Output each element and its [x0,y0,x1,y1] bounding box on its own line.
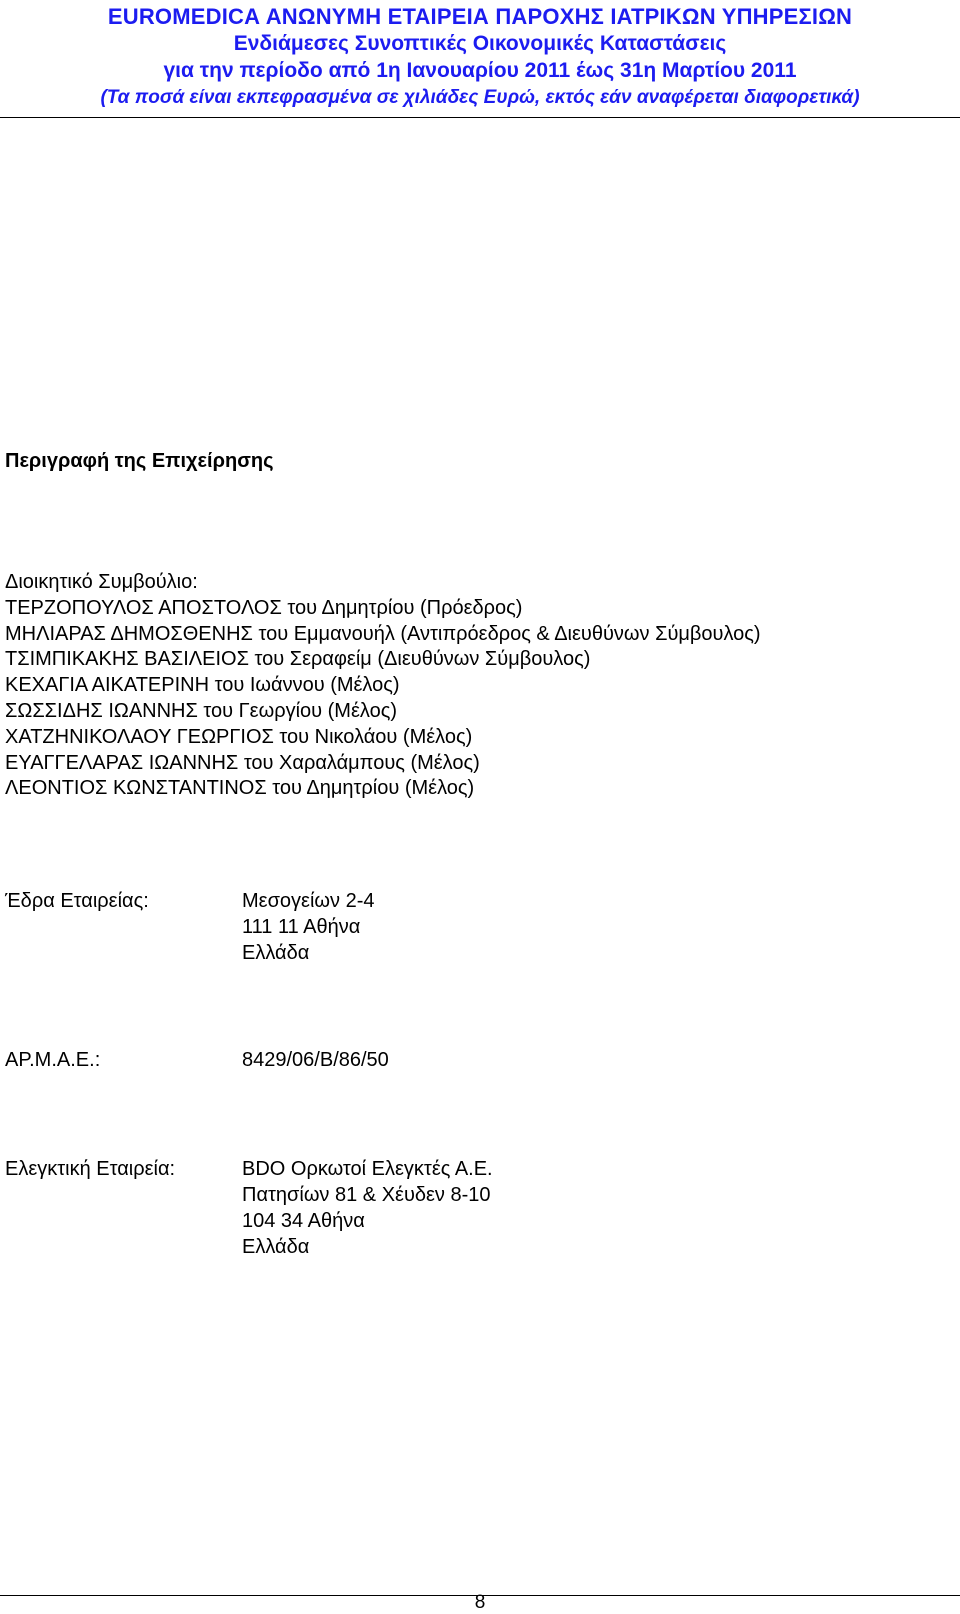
board-member: ΤΣΙΜΠΙΚΑΚΗΣ ΒΑΣΙΛΕΙΟΣ του Σεραφείμ (Διευθύνων Σύμβουλος) [5,648,591,671]
registration-number-label: ΑΡ.Μ.Α.Ε.: [5,1049,101,1071]
section-title: Περιγραφή της Επιχείρησης [5,450,274,472]
address-line: 104 34 Αθήνα [242,1210,365,1232]
company-seat-address [242,888,374,966]
audit-firm-details [242,1156,493,1260]
document-header [0,3,960,111]
board-member: ΣΩΣΣΙΔΗΣ ΙΩΑΝΝΗΣ του Γεωργίου (Μέλος) [5,699,397,722]
currency-note: (Τα ποσά είναι εκπεφρασμένα σε χιλιάδες Ευρώ, εκτός εάν αναφέρεται διαφορετικά) [100,87,860,108]
board-of-directors [5,570,761,802]
address-line: Μεσογείων 2-4 [242,890,375,912]
statements-subtitle: Ενδιάμεσες Συνοπτικές Οικονομικές Καταστάσεις [233,32,727,55]
address-line: Ελλάδα [242,1236,310,1258]
board-member: ΤΕΡΖΟΠΟΥΛΟΣ ΑΠΟΣΤΟΛΟΣ του Δημητρίου (Πρόεδρος) [5,596,523,619]
board-heading: Διοικητικό Συμβούλιο: [5,571,198,593]
reporting-period: για την περίοδο από 1η Ιανουαρίου 2011 έως 31η Μαρτίου 2011 [163,59,797,82]
company-name: EUROMEDICA ΑΝΩΝΥΜΗ ΕΤΑΙΡΕΙΑ ΠΑΡΟΧΗΣ ΙΑΤΡΙΚΩΝ ΥΠΗΡΕΣΙΩΝ [107,4,853,29]
board-member: ΚΕΧΑΓΙΑ ΑΙΚΑΤΕΡΙΝΗ του Ιωάννου (Μέλος) [5,674,400,697]
header-divider [0,117,960,118]
registration-number-value: 8429/06/Β/86/50 [242,1049,389,1071]
board-member: ΕΥΑΓΓΕΛΑΡΑΣ ΙΩΑΝΝΗΣ του Χαραλάμπους (Μέλος) [5,751,480,774]
page-number: 8 [474,1592,486,1613]
board-member: ΜΗΛΙΑΡΑΣ ΔΗΜΟΣΘΕΝΗΣ του Εμμανουήλ (Αντιπρόεδρος & Διευθύνων Σύμβουλος) [5,622,761,645]
address-line: Ελλάδα [242,942,310,964]
address-line: Πατησίων 81 & Χέυδεν 8-10 [242,1184,491,1206]
board-member: ΧΑΤΖΗΝΙΚΟΛΑΟΥ ΓΕΩΡΓΙΟΣ του Νικολάου (Μέλος) [5,725,473,748]
audit-firm-name: BDO Ορκωτοί Ελεγκτές Α.Ε. [242,1158,493,1180]
company-seat-label: Έδρα Εταιρείας: [5,890,149,912]
audit-firm-label: Ελεγκτική Εταιρεία: [5,1158,176,1180]
board-member: ΛΕΟΝΤΙΟΣ ΚΩΝΣΤΑΝΤΙΝΟΣ του Δημητρίου (Μέλος) [5,777,475,800]
address-line: 111 11 Αθήνα [242,916,361,938]
